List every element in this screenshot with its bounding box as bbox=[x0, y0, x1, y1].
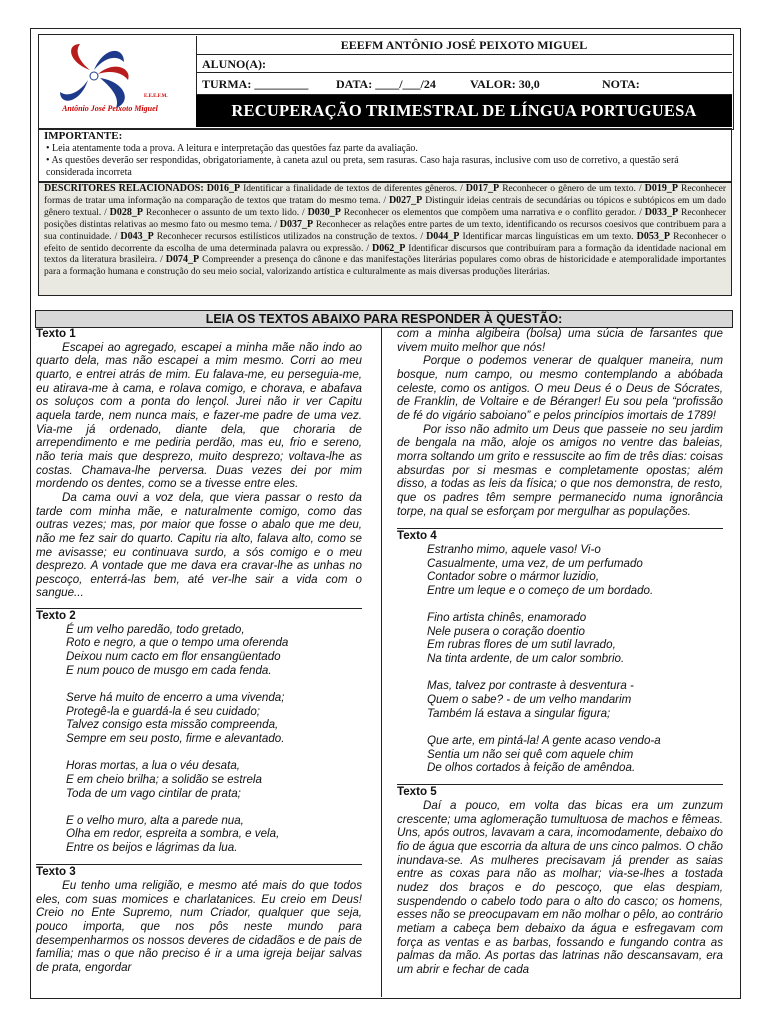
descritor-text: Reconhecer as relações entre partes de um texto, identificando os recursos coesivos que contribuem para a sua continuidade. / bbox=[44, 218, 727, 242]
descritor-code: D016_P bbox=[206, 183, 241, 194]
exam-title: RECUPERAÇÃO TRIMESTRAL DE LÍNGUA PORTUGUESA bbox=[196, 95, 732, 127]
texto3-title: Texto 3 bbox=[36, 864, 362, 879]
poem-stanza bbox=[427, 543, 723, 598]
texto1-paragraph: Da cama ouvi a voz dela, que viera passar o resto da tarde com minha mãe, e naturalmente comigo, como das outras vezes; mas, por maior que fosse o abalo que me deu, não me fez sair do quarto. Capitu ria alto, falava alto, como se me avisasse; eu continuava surdo, a sós comigo e o meu desprezo. A vontade que me dava era cravar-lhe as unhas no pescoço, enterrá-las bem, até ver-lhe sair a vida com o sangue... bbox=[36, 490, 362, 600]
texto3-continuation: com a minha algibeira (bolsa) uma súcia de farsantes que vivem muito melhor que nós! bbox=[397, 327, 723, 354]
logo-caption: Antônio José Peixoto Miguel bbox=[62, 104, 158, 113]
school-logo bbox=[40, 36, 197, 126]
poem-line: E num pouco de musgo em cada fenda. bbox=[66, 663, 272, 677]
poem-line: E o velho muro, alta a parede nua, bbox=[66, 813, 244, 827]
right-column bbox=[397, 327, 723, 977]
poem-stanza bbox=[427, 679, 723, 720]
texto1-title: Texto 1 bbox=[36, 327, 76, 340]
poem-line: De olhos cortados à feição de amêndoa. bbox=[427, 761, 636, 775]
descritor-text: Reconhecer o assunto de um texto lido. / bbox=[145, 206, 305, 218]
poem-line: Também lá estava a singular figura; bbox=[427, 706, 611, 720]
descritor-code: D062_P bbox=[371, 242, 406, 254]
poem-stanza bbox=[66, 623, 362, 678]
important-item: • As questões deverão ser respondidas, obrigatoriamente, à caneta azul ou preta, sem rasuras. Caso haja rasuras, inclusive com uso de corretivo, a questão será considerada incorreta bbox=[46, 155, 679, 178]
descritor-code: D053_P bbox=[636, 230, 670, 242]
poem-stanza bbox=[66, 759, 362, 800]
descritor-code: D043_P bbox=[120, 230, 154, 242]
class-field[interactable]: TURMA: _________ bbox=[202, 77, 309, 91]
logo-org-label: E.E.E.F.M. bbox=[144, 94, 168, 99]
descritor-code: D044_P bbox=[426, 230, 460, 242]
descritores-list bbox=[44, 183, 726, 277]
poem-line: Estranho mimo, aquele vaso! Vi-o bbox=[427, 542, 601, 556]
school-name: EEEFM ANTÔNIO JOSÉ PEIXOTO MIGUEL bbox=[196, 36, 732, 55]
descritor-text: Reconhecer recursos estilísticos utilizados na construção de textos. / bbox=[156, 230, 423, 242]
poem-line: Entre os beijos e lágrimas da lua. bbox=[66, 841, 238, 855]
descritor-text: Reconhecer o gênero de um texto. / bbox=[502, 183, 642, 194]
poem-line: Serve há muito de encerro a uma vivenda; bbox=[66, 691, 285, 704]
grade-field[interactable]: NOTA: bbox=[602, 77, 640, 91]
poem-line: Na tinta ardente, de um calor sombrio. bbox=[427, 652, 625, 666]
poem-line: Sempre em seu posto, firme e alevantado. bbox=[66, 731, 285, 745]
poem-line: Fino artista chinês, enamorado bbox=[427, 611, 587, 625]
descritor-code: D074_P bbox=[165, 254, 200, 266]
date-field[interactable]: DATA: ____/___/24 bbox=[336, 77, 436, 91]
important-title: IMPORTANTE: bbox=[44, 130, 123, 142]
poem-line: Olha em redor, espreita a sombra, e vela, bbox=[66, 827, 280, 841]
descritor-text: Reconhecer os elementos que compõem uma narrativa e o conflito gerador. / bbox=[343, 206, 642, 218]
poem-line: Que arte, em pintá-la! A gente acaso vendo-a bbox=[427, 733, 661, 747]
info-row bbox=[196, 74, 732, 95]
descritor-text: Reconhecer o efeito de sentido decorrente da escolha de uma determinada palavra ou expressão. / bbox=[44, 230, 727, 254]
descritor-text: Reconhecer formas de tratar uma informação na comparação de textos que tratam do mesmo tema. / bbox=[44, 183, 727, 206]
texto3-paragraph: Eu tenho uma religião, e mesmo até mais do que todos eles, com suas momices e charlatanices. Eu creio em Deus! Creio no Ente Supremo, num Criador, qualquer que seja, pouco importa, que nos pôs neste mundo para desempenharmos os nossos deveres de cidadãos e de pais de família; mas o que não preciso é ir a uma igreja beijar salvas de prata, engordar bbox=[36, 879, 362, 974]
poem-line: Entre um leque e o começo de um bordado. bbox=[427, 583, 654, 597]
important-item: • Leia atentamente toda a prova. A leitura e interpretação das questões faz parte da avaliação. bbox=[46, 143, 418, 154]
descritor-text: Compreender a presença do cânone e das manifestações literárias populares como obras de historicidade e atemporalidade importantes para a formação humana e construção do seu meio social, valorizando artística e culturalmente as mais diversas produções literárias. bbox=[44, 254, 727, 278]
poem-line: Em rubras flores de um sutil lavrado, bbox=[427, 638, 616, 652]
instructions-banner: LEIA OS TEXTOS ABAIXO PARA RESPONDER À QUESTÃO: bbox=[35, 310, 733, 328]
poem-line: Nele pusera o coração doentio bbox=[427, 624, 585, 638]
poem-line: Contador sobre o mármor luzidio, bbox=[427, 570, 600, 584]
poem-stanza bbox=[66, 691, 362, 746]
descritor-code: D027_P bbox=[388, 194, 423, 206]
texto2-title: Texto 2 bbox=[36, 608, 362, 623]
descritores-box bbox=[38, 182, 732, 296]
poem-stanza bbox=[427, 611, 723, 666]
poem-line: Horas mortas, a lua o véu desata, bbox=[66, 759, 240, 773]
poem-stanza bbox=[427, 734, 723, 775]
descritor-code: D028_P bbox=[109, 206, 143, 218]
descritor-code: D033_P bbox=[644, 206, 679, 218]
texto5-paragraph: Daí a pouco, em volta das bicas era um zunzum crescente; uma aglomeração tumultuosa de machos e fêmeas. Uns, após outros, lavavam a cara, incomodamente, debaixo do fio de água que escorria da altura de uns cinco palmos. O chão inundava-se. As mulheres precisavam já prender as saias entre as coxas para não as molhar; via-se-lhes a tostada nudez dos braços e do pescoço, que elas despiam, suspendendo o cabelo todo para o alto do casco; os homens, esses não se preocupavam em não molhar o pêlo, ao contrário metiam a cabeça bem debaixo da água e esfregavam com força as ventas e as barbas, fossando e fungando contra as palmas da mão. As portas das latrinas não descansavam, era um abrir e fechar de cada bbox=[397, 799, 723, 976]
poem-line: Toda de um vago cintilar de prata; bbox=[66, 786, 241, 800]
poem-line: E em cheio brilha; a solidão se estrela bbox=[66, 772, 262, 786]
poem-line: Talvez consigo esta missão compreenda, bbox=[66, 718, 279, 732]
texto5-title: Texto 5 bbox=[397, 784, 723, 799]
column-divider bbox=[381, 327, 382, 997]
value-label: VALOR: 30,0 bbox=[470, 77, 540, 91]
descritores-title: DESCRITORES RELACIONADOS: bbox=[44, 183, 204, 194]
poem-line: Roto e negro, a que o tempo uma oferenda bbox=[66, 636, 289, 650]
texto4-poem bbox=[397, 543, 723, 775]
poem-line: Deixou num cacto em flor ensangüentado bbox=[66, 650, 281, 664]
descritor-code: D030_P bbox=[307, 206, 341, 218]
poem-stanza bbox=[66, 814, 362, 855]
poem-line: Sentia um não sei quê com aquele chim bbox=[427, 747, 634, 761]
descritor-code: D017_P bbox=[465, 183, 500, 194]
poem-line: Mas, talvez por contraste à desventura - bbox=[427, 679, 634, 693]
poem-line: Protegê-la e guardá-la é seu cuidado; bbox=[66, 704, 261, 718]
left-column bbox=[36, 327, 362, 975]
important-box bbox=[38, 128, 732, 182]
descritor-code: D019_P bbox=[644, 183, 678, 194]
texto3-paragraph: Por isso não admito um Deus que passeie no seu jardim de bengala na mão, aloje os amigos no ventre das baleias, morra soltando um grito e ressuscite ao fim de três dias: coisas absurdas por si mesmas e completamente opostas; além disso, a todas as leis da física; o que nos demonstra, de resto, que os padres têm sempre permanecido numa ignorância torpe, na qual se esforçam por mergulhar as populações. bbox=[397, 422, 723, 518]
descritor-text: Identificar a finalidade de textos de diferentes gêneros. / bbox=[243, 183, 463, 194]
texto4-title: Texto 4 bbox=[397, 528, 723, 543]
poem-line: Quem o sabe? - de um velho mandarim bbox=[427, 692, 632, 706]
student-name-field[interactable]: ALUNO(A): bbox=[196, 55, 732, 73]
texto3-paragraph: Porque o podemos venerar de qualquer maneira, num bosque, num campo, ou mesmo contemplando a abóbada celeste, como os antigos. O meu Deus é o Deus de Sócrates, de Franklin, de Voltaire e de Béranger! Eu sou pela “profissão de fé do vigário saboiano” e pelos princípios imortais de 1789! bbox=[397, 354, 723, 422]
descritor-text: Reconhecer posições distintas relativas ao mesmo fato ou mesmo tema. / bbox=[44, 206, 727, 230]
poem-line: É um velho paredão, todo gretado, bbox=[66, 622, 245, 636]
poem-line: Casualmente, uma vez, de um perfumado bbox=[427, 556, 643, 570]
texto1-paragraph: Escapei ao agregado, escapei a minha mãe não indo ao quarto dela, mas não escapei a mim mesmo. Corri ao meu quarto, e entrei atrás de mim. Eu falava-me, eu perseguia-me, eu atirava-me à cama, e rolava comigo, e chorava, e abafava os soluços com a ponta do lençol. Jurei não ir ver Capitu aquela tarde, nem nunca mais, e fazer-me padre de uma vez. Via-me já ordenado, diante dela, que choraria de arrependimento e me pediria perdão, mas eu, frio e sereno, não teria mais que desprezo, muito desprezo; voltava-lhe as costas. Chamava-lhe perversa. Duas vezes dei por mim mordendo os dentes, como se a tivesse entre eles. bbox=[36, 340, 362, 491]
texto2-poem bbox=[36, 623, 362, 855]
descritor-code: D037_P bbox=[279, 218, 314, 230]
descritor-text: Identificar discursos que contribuíram para a formação da identidade nacional em textos da literatura brasileira. / bbox=[44, 242, 726, 266]
descritor-text: Identificar marcas linguísticas em um texto. bbox=[462, 230, 634, 242]
logo-emblem-icon bbox=[48, 40, 144, 112]
descritor-text: Distinguir ideias centrais de secundárias ou tópicos e subtópicos em um dado gênero textual. / bbox=[44, 194, 726, 218]
